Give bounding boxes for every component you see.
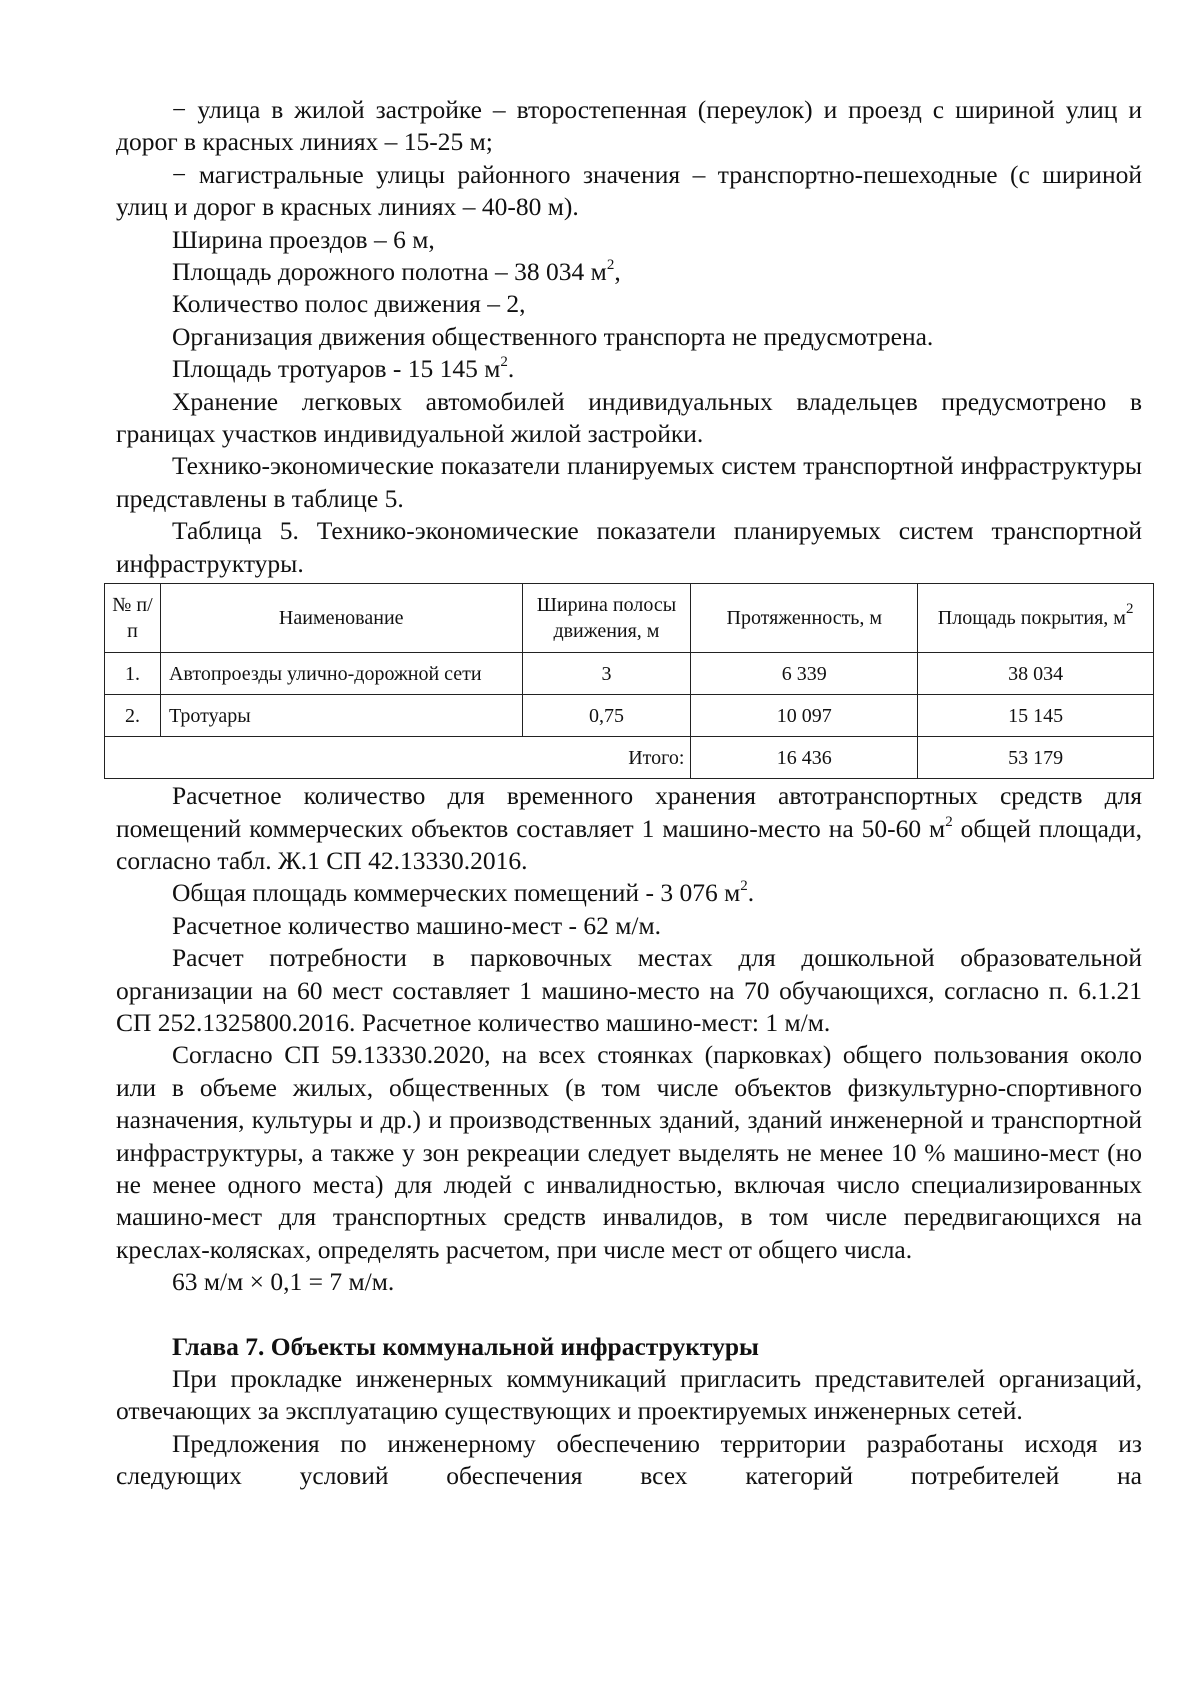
table-row [105, 653, 1154, 695]
paragraph-commercial-area: Общая площадь коммерческих помещений - 3 076 $м^2$. [172, 878, 755, 908]
paragraph-commercial-parking: Расчетное количество для временного хранения автотранспортных средств для помещений коммерческих объектов составляет 1 машино-место на 50-60 $м^2$ общей площади, согласно табл. Ж.1 СП 42.13330.2016. [116, 781, 1142, 875]
cell-num: 2. [105, 695, 161, 737]
table-header-row [105, 584, 1154, 653]
table-caption: Таблица 5. Технико-экономические показатели планируемых систем транспортной инфраструктуры. [116, 516, 1142, 578]
paragraph-sidewalk-area: Площадь тротуаров - 15 145 $м^2$. [172, 354, 515, 384]
cell-length: 10 097 [691, 695, 918, 737]
total-label: Итого: [105, 737, 691, 779]
paragraph-disabled-parking: Согласно СП 59.13330.2020, на всех стоянках (парковках) общего пользования около или в объеме жилых, общественных (в том числе объектов физкультурно-спортивного назначения, культуры и др.) и производственных зданий, зданий инженерной и транспортной инфраструктуры, а также у зон рекреации следует выделять не менее 10 % машино-мест (но не менее одного места) для людей с инвалидностью, включая число специализированных машино-мест для транспортных средств инвалидов, в том числе передвигающихся на креслах-колясках, определять расчетом, при числе мест от общего числа. [116, 1040, 1142, 1264]
paragraph-street-residential: − улица в жилой застройке – второстепенная (переулок) и проезд с шириной улиц и дорог в красных линиях – 15-25 м; [116, 95, 1142, 157]
paragraph-proposals: Предложения по инженерному обеспечению территории разработаны исходя из следующих условий обеспечения всех категорий потребителей на [116, 1428, 1142, 1491]
formula: 63 м/м × 0,1 = 7 м/м. [172, 1267, 395, 1297]
total-area: 53 179 [918, 737, 1154, 779]
paragraph-parking-count: Расчетное количество машино-мест - 62 м/м. [172, 910, 661, 940]
paragraph-preschool-parking: Расчет потребности в парковочных местах для дошкольной образовательной организации на 60 мест составляет 1 машино-место на 70 обучающихся, согласно п. 6.1.21 СП 252.1325800.2016. Расчетное количество машино-мест: 1 м/м. [116, 943, 1142, 1037]
header-length: Протяженность, м [691, 584, 918, 653]
table-row [105, 695, 1154, 737]
paragraph-engineering: При прокладке инженерных коммуникаций пригласить представителей организаций, отвечающих за эксплуатацию существующих и проектируемых инженерных сетей. [116, 1364, 1142, 1426]
header-num: № п/п [105, 584, 161, 653]
paragraph-car-storage: Хранение легковых автомобилей индивидуальных владельцев предусмотрено в границах участков индивидуальной жилой застройки. [116, 386, 1142, 449]
cell-area: 38 034 [918, 653, 1154, 695]
header-name: Наименование [160, 584, 522, 653]
cell-lane-width: 0,75 [522, 695, 691, 737]
cell-length: 6 339 [691, 653, 918, 695]
header-area: Площадь покрытия, $м^2$ [918, 584, 1154, 653]
paragraph-road-area: Площадь дорожного полотна – 38 034 $м^2$, [172, 257, 621, 287]
cell-name: Автопроезды улично-дорожной сети [160, 653, 522, 695]
total-length: 16 436 [691, 737, 918, 779]
cell-area: 15 145 [918, 695, 1154, 737]
table-total-row [105, 737, 1154, 779]
cell-name: Тротуары [160, 695, 522, 737]
transport-indicators-table [104, 583, 1154, 779]
paragraph-lanes: Количество полос движения – 2, [172, 289, 526, 319]
chapter-heading: Глава 7. Объекты коммунальной инфраструктуры [172, 1331, 759, 1361]
cell-lane-width: 3 [522, 653, 691, 695]
header-lane-width: Ширина полосы движения, м [522, 584, 691, 653]
paragraph-public-transport: Организация движения общественного транспорта не предусмотрена. [172, 321, 934, 351]
cell-num: 1. [105, 653, 161, 695]
paragraph-indicators: Технико-экономические показатели планируемых систем транспортной инфраструктуры представлены в таблице 5. [116, 451, 1142, 513]
document-page [112, 94, 1142, 1493]
paragraph-driveway-width: Ширина проездов – 6 м, [172, 224, 435, 254]
paragraph-street-arterial: − магистральные улицы районного значения – транспортно-пешеходные (с шириной улиц и дорог в красных линиях – 40-80 м). [116, 159, 1142, 222]
